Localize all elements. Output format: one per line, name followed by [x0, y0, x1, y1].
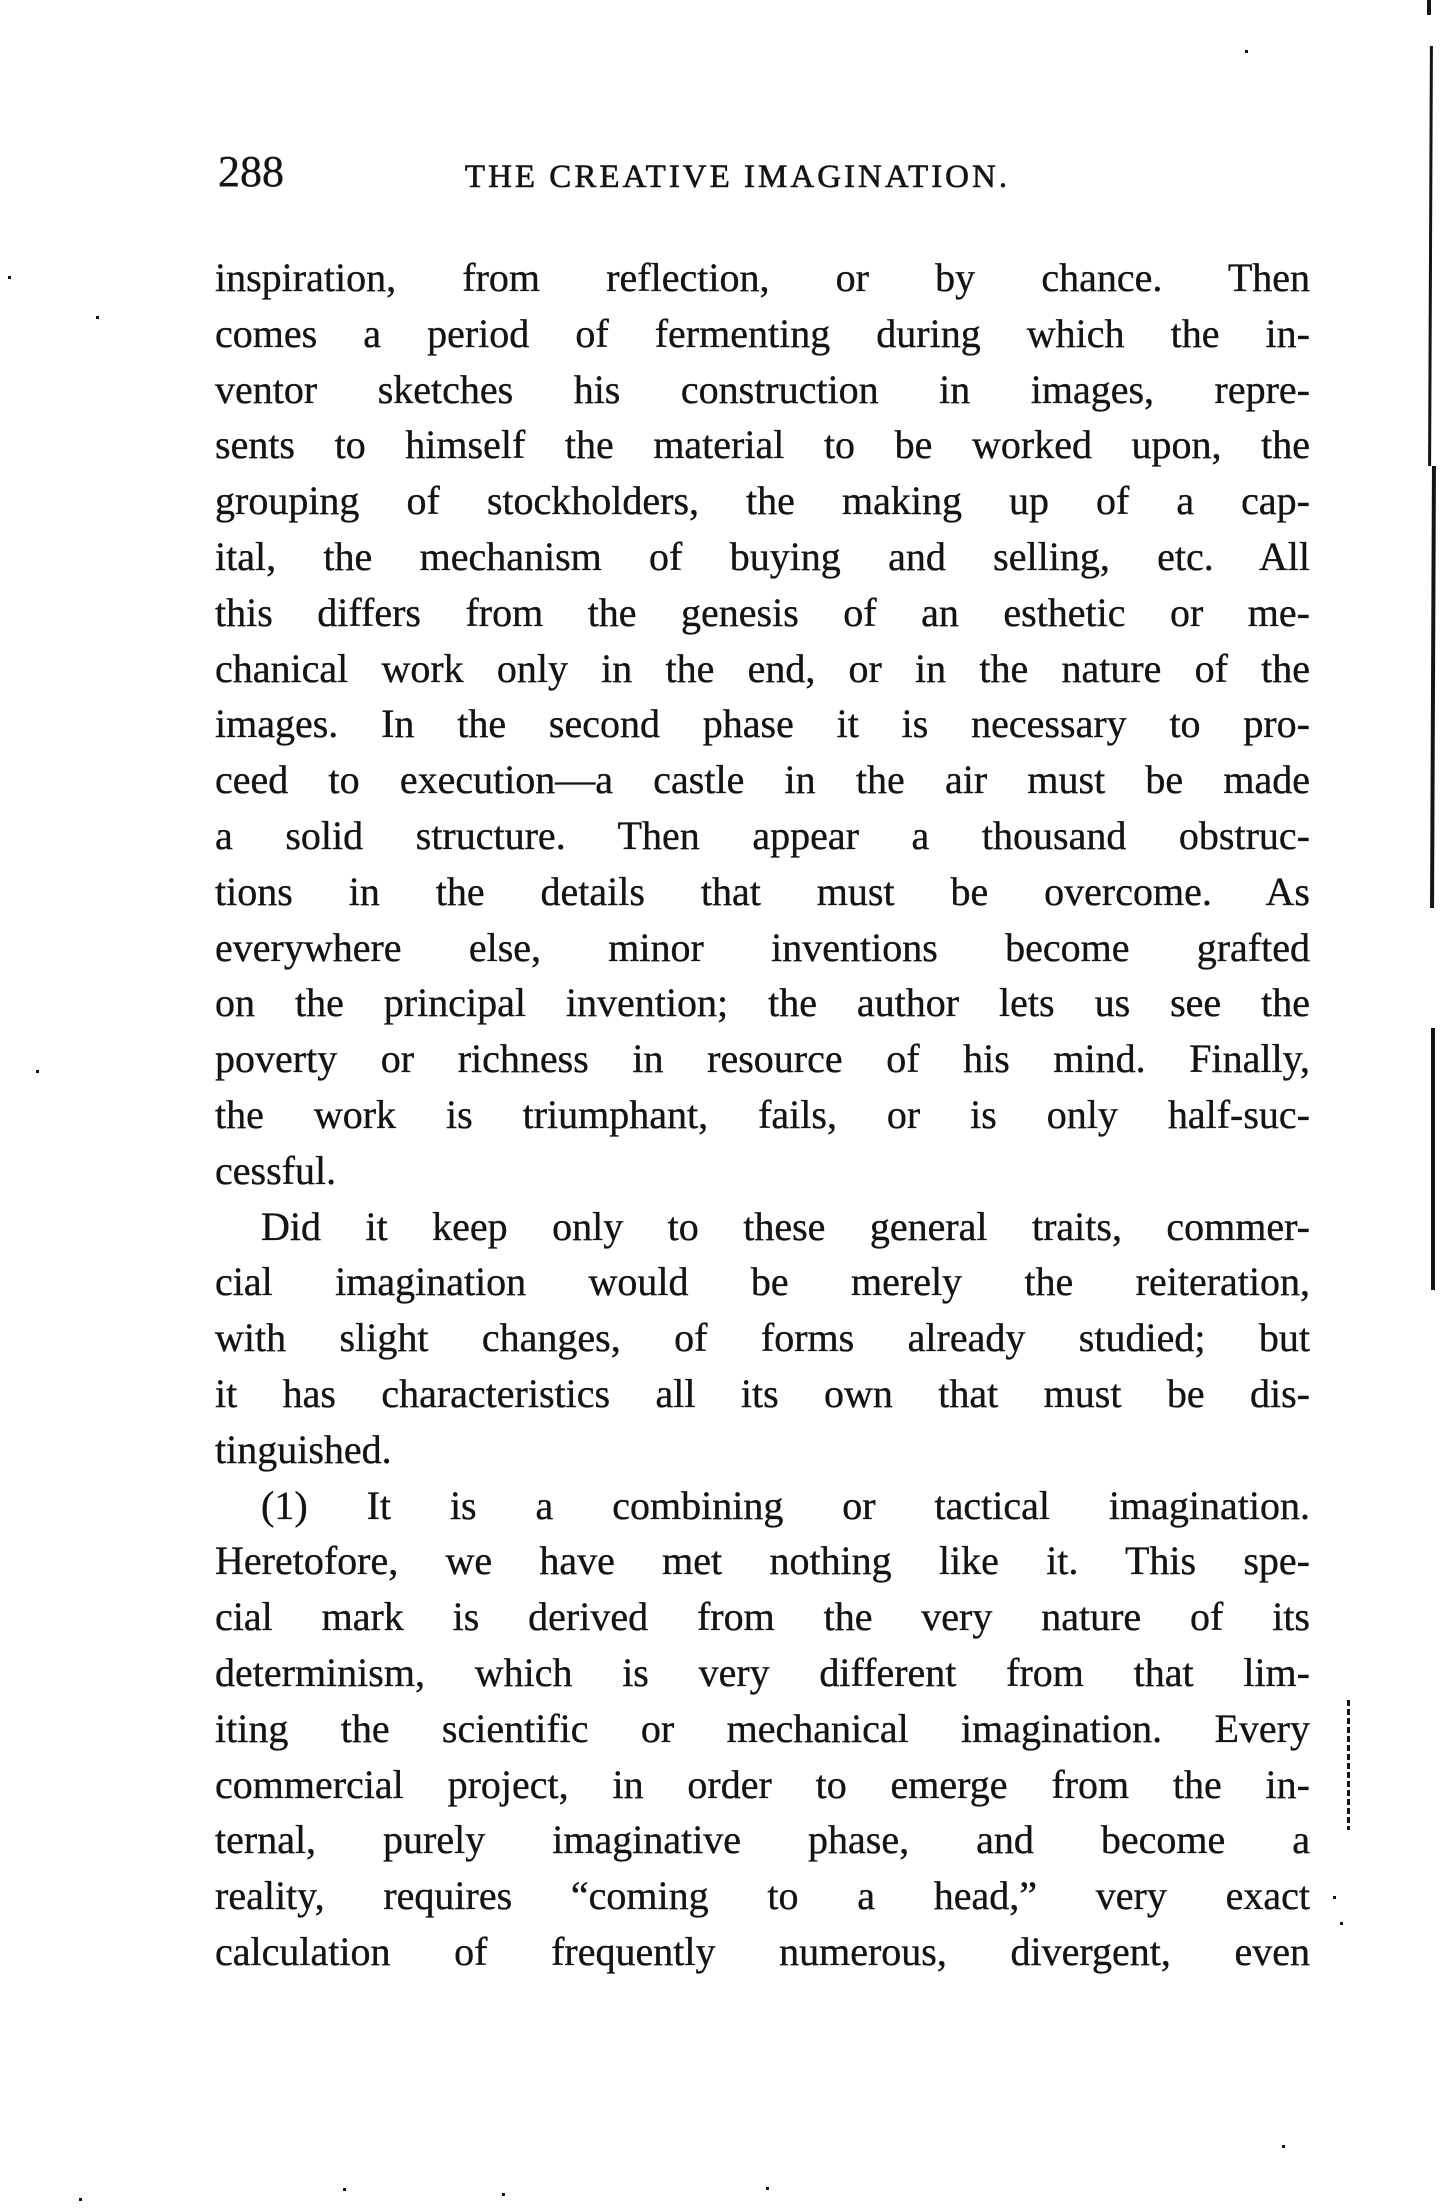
text-line: sents to himself the material to be worked upon, the — [215, 422, 1310, 468]
scan-line-artifact — [1427, 0, 1431, 15]
text-line: chanical work only in the end, or in the nature of the — [215, 645, 1310, 691]
text-line: tinguished. — [215, 1426, 392, 1472]
text-line: on the principal invention; the author lets us see the — [215, 980, 1310, 1026]
ink-speck — [79, 2198, 82, 2201]
text-line: the work is triumphant, fails, or is only half-suc- — [215, 1091, 1310, 1137]
text-line: cial mark is derived from the very nature of its — [215, 1594, 1310, 1640]
scan-line-artifact — [1428, 46, 1433, 466]
ink-speck — [502, 2193, 505, 2196]
text-line: calculation of frequently numerous, divergent, even — [215, 1928, 1310, 1974]
text-line: commercial project, in order to emerge from the in- — [215, 1761, 1310, 1807]
ink-speck — [1340, 1922, 1343, 1925]
text-line: grouping of stockholders, the making up of a cap- — [215, 478, 1310, 524]
text-line: reality, requires “coming to a head,” very exact — [215, 1873, 1310, 1919]
text-line: with slight changes, of forms already studied; but — [215, 1315, 1310, 1361]
page-number: 288 — [218, 147, 284, 196]
ink-speck — [343, 2188, 346, 2191]
text-line: everywhere else, minor inventions become grafted — [215, 924, 1310, 970]
text-line: Did it keep only to these general traits, commer- — [261, 1203, 1310, 1249]
running-header: THE CREATIVE IMAGINATION. — [464, 159, 1011, 195]
text-line: (1) It is a combining or tactical imagination. — [261, 1482, 1310, 1528]
ink-speck — [1333, 1896, 1336, 1899]
scan-line-artifact — [1347, 1700, 1350, 1830]
ink-speck — [96, 316, 99, 319]
text-line: ventor sketches his construction in images, repre- — [215, 366, 1310, 412]
ink-speck — [1282, 2145, 1285, 2148]
text-line: ceed to execution—a castle in the air must be made — [215, 757, 1310, 803]
ink-speck — [1245, 50, 1248, 53]
text-line: determinism, which is very different from that lim- — [215, 1649, 1310, 1695]
scan-line-artifact — [1431, 1028, 1435, 1290]
text-line: it has characteristics all its own that must be dis- — [215, 1370, 1310, 1416]
text-line: a solid structure. Then appear a thousand obstruc- — [215, 812, 1310, 858]
text-line: iting the scientific or mechanical imagination. Every — [215, 1705, 1310, 1751]
text-line: tions in the details that must be overcome. As — [215, 868, 1310, 914]
text-line: this differs from the genesis of an esthetic or me- — [215, 589, 1310, 635]
ink-speck — [36, 1070, 39, 1073]
scan-line-artifact — [1430, 466, 1436, 908]
text-line: comes a period of fermenting during which the in- — [215, 310, 1310, 356]
ink-speck — [766, 2187, 769, 2190]
text-line: ternal, purely imaginative phase, and become a — [215, 1817, 1310, 1863]
text-line: images. In the second phase it is necessary to pro- — [215, 701, 1310, 747]
ink-speck — [8, 276, 11, 279]
text-line: ital, the mechanism of buying and selling, etc. All — [215, 533, 1310, 579]
text-line: inspiration, from reflection, or by chance. Then — [215, 255, 1310, 300]
text-line: cial imagination would be merely the reiteration, — [215, 1259, 1310, 1305]
text-line: poverty or richness in resource of his mind. Finally, — [215, 1036, 1310, 1082]
text-line: cessful. — [215, 1147, 337, 1193]
body-text — [215, 250, 1310, 1980]
text-line: Heretofore, we have met nothing like it. This spe- — [215, 1538, 1310, 1584]
